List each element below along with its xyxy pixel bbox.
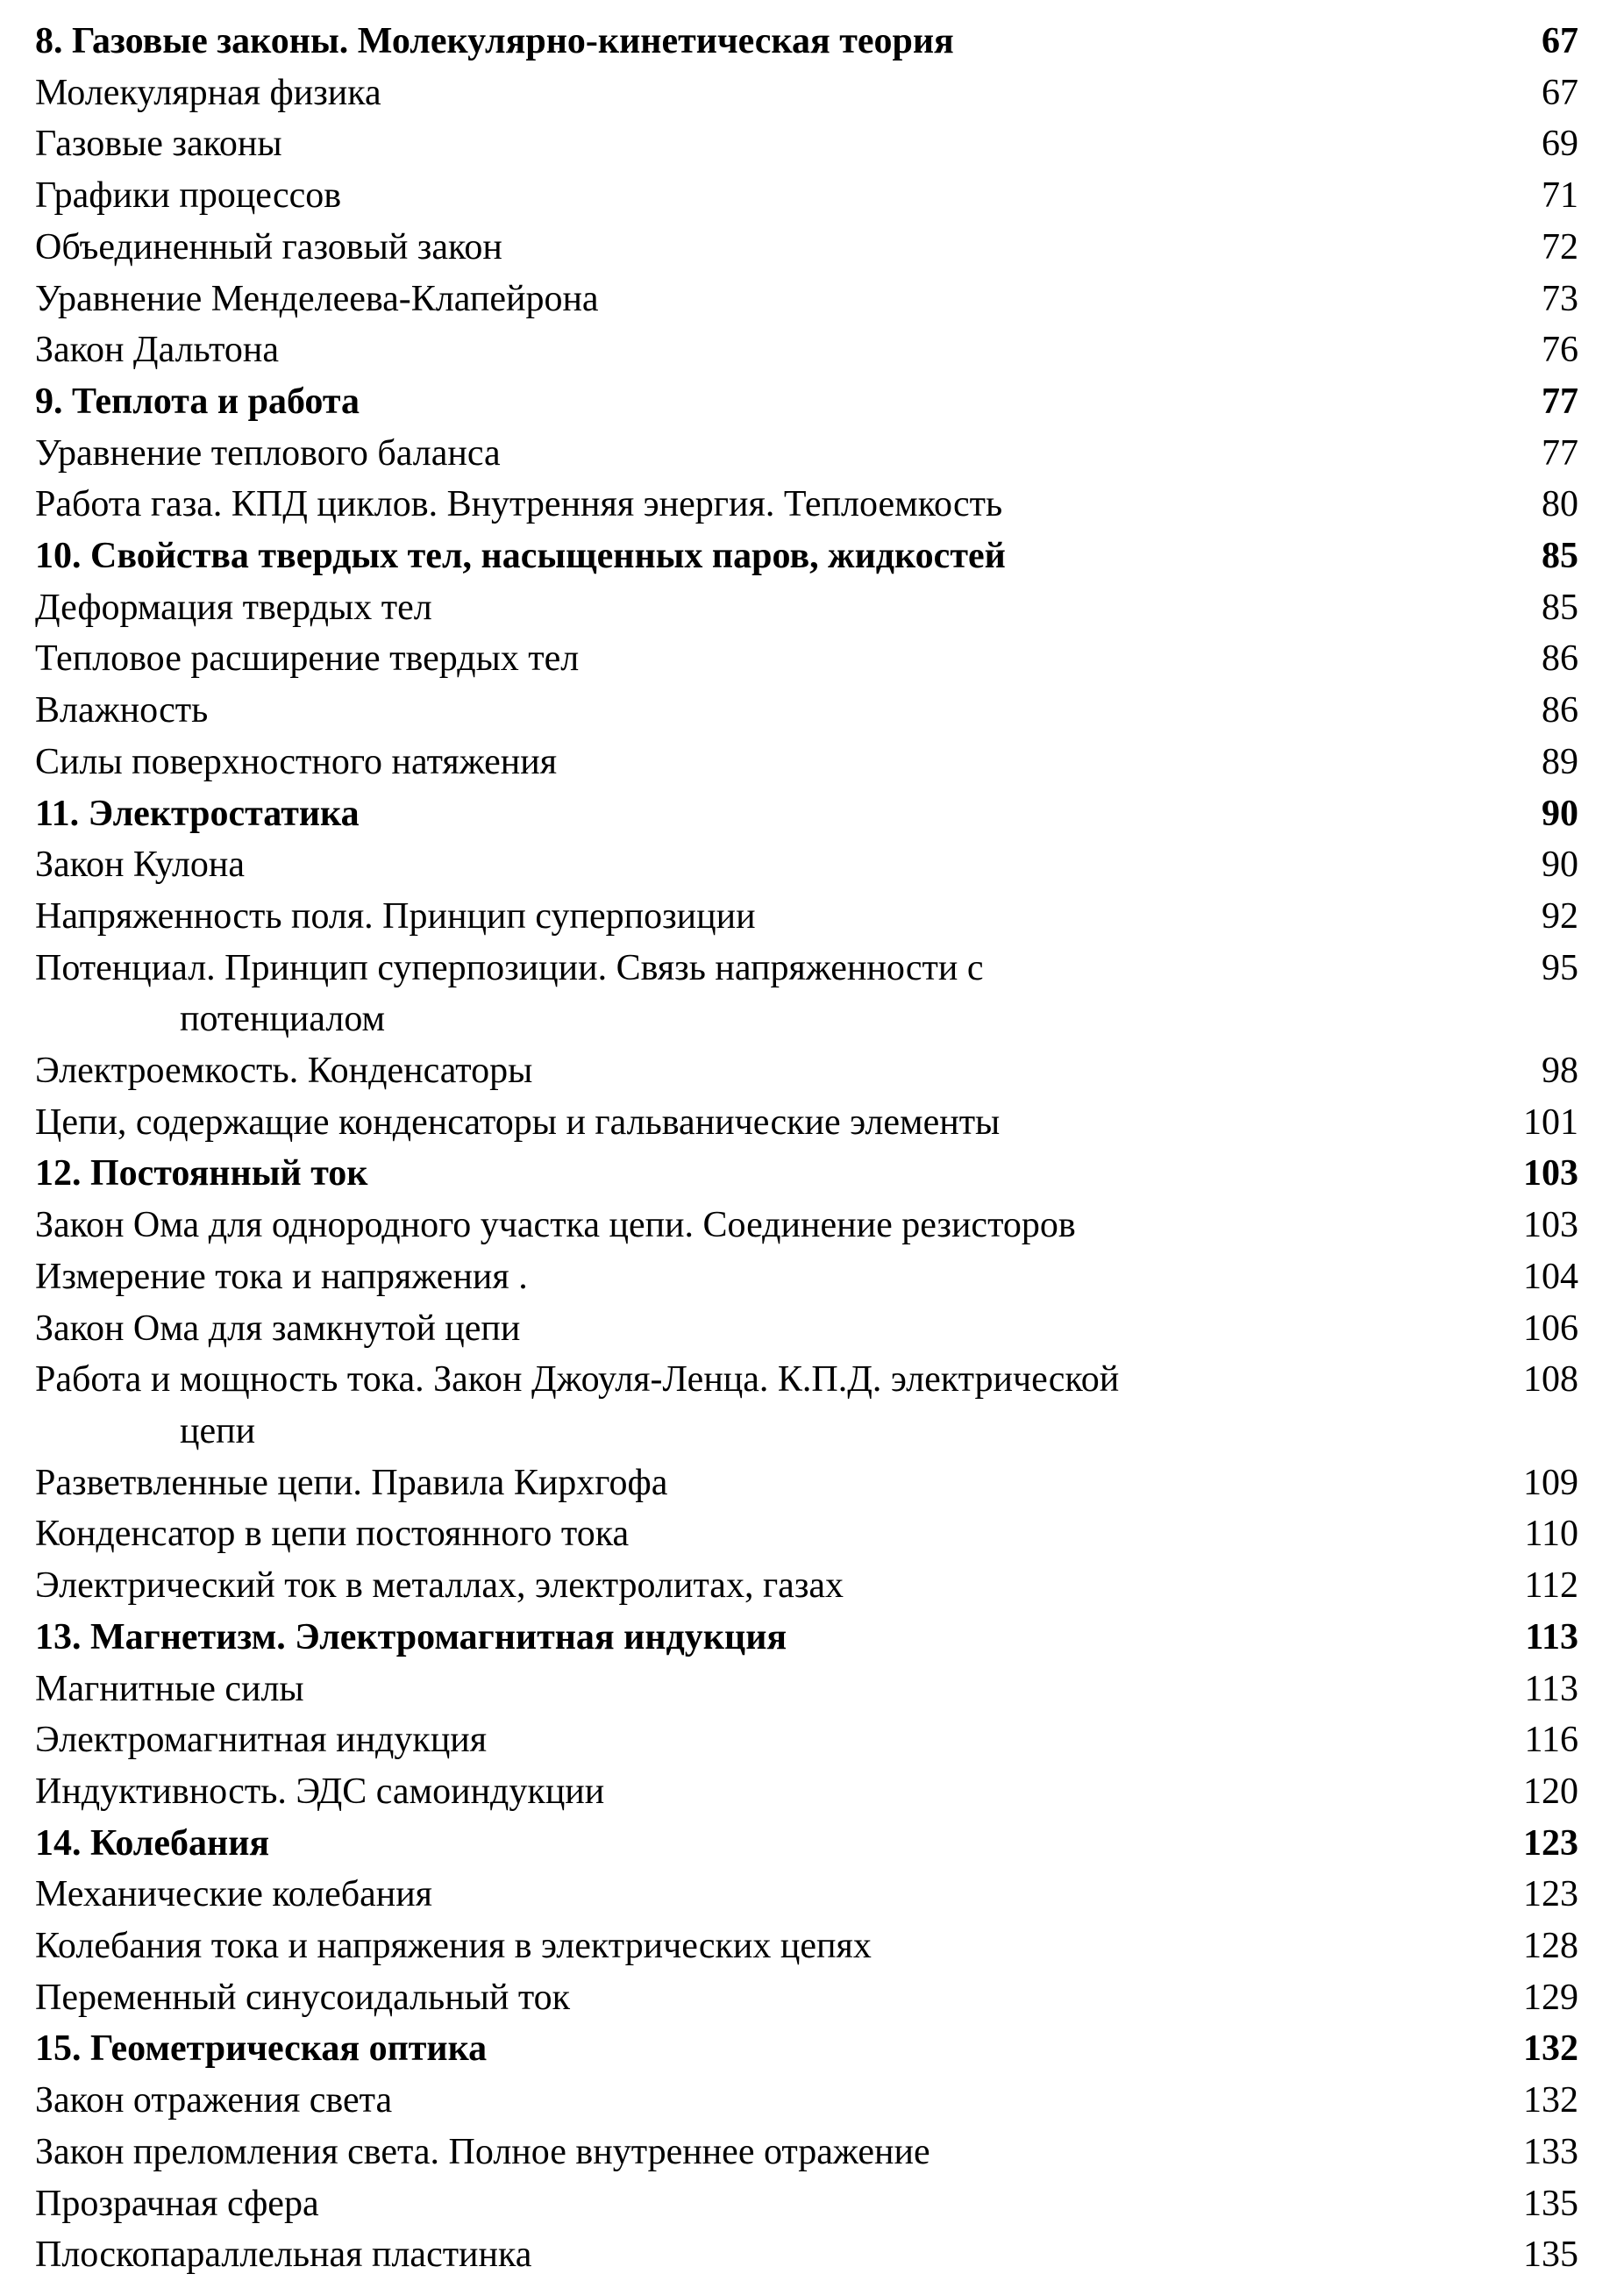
page-number: 98 bbox=[1542, 1051, 1578, 1092]
entry-title-text: Разветвленные цепи. Правила Кирхгофа bbox=[35, 1462, 668, 1503]
chapter-title bbox=[35, 1818, 1482, 1870]
page-number: 135 bbox=[1523, 2183, 1578, 2224]
entry-title bbox=[35, 1664, 1482, 1715]
entry-title bbox=[35, 1560, 1482, 1612]
page-number: 104 bbox=[1523, 1256, 1578, 1297]
entry-title bbox=[35, 582, 1482, 634]
page-number: 69 bbox=[1542, 124, 1578, 165]
toc-chapter-entry[interactable] bbox=[35, 16, 1578, 68]
toc-entry[interactable] bbox=[35, 839, 1578, 891]
entry-title-text: Индуктивность. ЭДС самоиндукции bbox=[35, 1771, 605, 1812]
toc-entry[interactable] bbox=[35, 685, 1578, 737]
page-number: 73 bbox=[1542, 278, 1578, 319]
chapter-title bbox=[35, 376, 1482, 428]
toc-entry[interactable] bbox=[35, 428, 1578, 480]
chapter-title bbox=[35, 788, 1482, 840]
toc-entry[interactable] bbox=[35, 2075, 1578, 2127]
entry-title bbox=[35, 1045, 1482, 1097]
page-number: 86 bbox=[1542, 690, 1578, 731]
toc-entry[interactable] bbox=[35, 118, 1578, 170]
toc-chapter-entry[interactable] bbox=[35, 1612, 1578, 1664]
page-number: 85 bbox=[1542, 536, 1578, 577]
entry-title-text: Уравнение теплового баланса bbox=[35, 432, 501, 474]
entry-title-text: Уравнение Менделеева-Клапейрона bbox=[35, 278, 599, 319]
chapter-title bbox=[35, 16, 1482, 68]
page-number: 71 bbox=[1542, 175, 1578, 217]
entry-title-text: Прозрачная сфера bbox=[35, 2183, 319, 2224]
page-number: 85 bbox=[1542, 587, 1578, 628]
entry-title-text: Электрический ток в металлах, электролитах, газах bbox=[35, 1565, 844, 1607]
entry-title-continuation: цепи bbox=[180, 1410, 256, 1451]
entry-title bbox=[35, 2127, 1482, 2178]
entry-title-text: Измерение тока и напряжения . bbox=[35, 1256, 528, 1297]
toc-entry[interactable] bbox=[35, 1972, 1578, 2024]
toc-entry[interactable] bbox=[35, 274, 1578, 325]
page-number: 108 bbox=[1523, 1359, 1578, 1401]
entry-title bbox=[35, 428, 1482, 480]
chapter-title bbox=[35, 2023, 1482, 2075]
entry-title-text: Цепи, содержащие конденсаторы и гальванические элементы bbox=[35, 1101, 1001, 1143]
page-number: 120 bbox=[1523, 1771, 1578, 1812]
entry-title bbox=[35, 1869, 1482, 1921]
entry-title-text: 11. Электростатика bbox=[35, 793, 360, 834]
entry-title-text: Работа газа. КПД циклов. Внутренняя энергия. Теплоемкость bbox=[35, 484, 1003, 525]
page-number: 113 bbox=[1525, 1616, 1578, 1657]
toc-entry[interactable] bbox=[35, 324, 1578, 376]
toc-entry[interactable] bbox=[35, 222, 1578, 274]
entry-title-text: Объединенный газовый закон bbox=[35, 226, 502, 267]
entry-title-text: Колебания тока и напряжения в электрических цепях bbox=[35, 1926, 872, 1967]
page-number: 95 bbox=[1542, 947, 1578, 988]
entry-title-text: Переменный синусоидальный ток bbox=[35, 1977, 571, 2018]
toc-entry[interactable] bbox=[35, 1508, 1578, 1560]
entry-title-text: Работа и мощность тока. Закон Джоуля-Ленца. К.П.Д. электрической bbox=[35, 1359, 1120, 1401]
entry-title bbox=[35, 839, 1482, 891]
toc-entry[interactable] bbox=[35, 891, 1578, 943]
entry-title-text: Закон отражения света bbox=[35, 2080, 393, 2121]
entry-title-text: Молекулярная физика bbox=[35, 72, 381, 113]
entry-title-text: Конденсатор в цепи постоянного тока bbox=[35, 1514, 630, 1555]
entry-title-text: Электроемкость. Конденсаторы bbox=[35, 1051, 533, 1092]
entry-title-text: Механические колебания bbox=[35, 1874, 432, 1915]
entry-title-text: 15. Геометрическая оптика bbox=[35, 2028, 488, 2070]
toc-entry[interactable] bbox=[35, 1045, 1578, 1097]
entry-title bbox=[35, 1251, 1482, 1303]
entry-title-text: Напряженность поля. Принцип суперпозиции bbox=[35, 895, 756, 937]
entry-title bbox=[35, 68, 1482, 119]
entry-title-text: 9. Теплота и работа bbox=[35, 381, 360, 422]
entry-title-text: Деформация твердых тел bbox=[35, 587, 432, 628]
toc-entry[interactable] bbox=[35, 1560, 1578, 1612]
entry-title-text: Закон Ома для замкнутой цепи bbox=[35, 1308, 521, 1349]
toc-chapter-entry[interactable] bbox=[35, 788, 1578, 840]
page-number: 86 bbox=[1542, 638, 1578, 680]
toc-chapter-entry[interactable] bbox=[35, 2023, 1578, 2075]
toc-entry[interactable] bbox=[35, 1869, 1578, 1921]
page-number: 133 bbox=[1523, 2131, 1578, 2172]
toc-entry[interactable] bbox=[35, 1766, 1578, 1818]
toc-chapter-entry[interactable] bbox=[35, 1148, 1578, 1200]
toc-entry[interactable] bbox=[35, 1714, 1578, 1766]
page-number: 76 bbox=[1542, 330, 1578, 371]
entry-title-continuation: потенциалом bbox=[180, 999, 386, 1040]
page-number: 116 bbox=[1524, 1720, 1578, 1761]
page-number: 67 bbox=[1542, 72, 1578, 113]
page-number: 113 bbox=[1524, 1668, 1578, 1709]
entry-title bbox=[35, 2178, 1482, 2230]
page-number: 103 bbox=[1523, 1153, 1578, 1194]
page-number: 123 bbox=[1523, 1822, 1578, 1864]
toc-entry[interactable] bbox=[35, 1251, 1578, 1303]
entry-title-text: Электромагнитная индукция bbox=[35, 1720, 488, 1761]
toc-entry[interactable] bbox=[35, 1921, 1578, 1972]
page-number: 80 bbox=[1542, 484, 1578, 525]
entry-title bbox=[35, 685, 1482, 737]
entry-title bbox=[35, 1714, 1482, 1766]
entry-title-text: 10. Свойства твердых тел, насыщенных паров, жидкостей bbox=[35, 536, 1006, 577]
entry-title bbox=[35, 1354, 1482, 1457]
entry-title bbox=[35, 1200, 1482, 1251]
page-number: 128 bbox=[1523, 1926, 1578, 1967]
entry-title-text: 8. Газовые законы. Молекулярно-кинетическая теория bbox=[35, 21, 954, 61]
entry-title bbox=[35, 633, 1482, 685]
entry-title bbox=[35, 118, 1482, 170]
toc-chapter-entry[interactable] bbox=[35, 531, 1578, 582]
entry-title-text: 12. Постоянный ток bbox=[35, 1153, 368, 1194]
entry-title bbox=[35, 737, 1482, 788]
entry-title-text: Закон Дальтона bbox=[35, 330, 280, 371]
page-number: 67 bbox=[1542, 21, 1578, 61]
entry-title bbox=[35, 170, 1482, 222]
toc-chapter-entry[interactable] bbox=[35, 1818, 1578, 1870]
toc-chapter-entry[interactable] bbox=[35, 376, 1578, 428]
toc-entry[interactable] bbox=[35, 582, 1578, 634]
page-number: 77 bbox=[1542, 381, 1578, 422]
entry-title-text: Силы поверхностного натяжения bbox=[35, 741, 558, 782]
page-number: 106 bbox=[1523, 1308, 1578, 1349]
chapter-title bbox=[35, 531, 1482, 582]
page-number: 90 bbox=[1542, 793, 1578, 834]
toc-entry[interactable] bbox=[35, 737, 1578, 788]
toc-entry[interactable] bbox=[35, 2229, 1578, 2281]
page-number: 110 bbox=[1524, 1514, 1578, 1555]
entry-title-text: Графики процессов bbox=[35, 175, 342, 217]
toc-entry[interactable] bbox=[35, 1097, 1578, 1149]
entry-title-text: Плоскопараллельная пластинка bbox=[35, 2235, 532, 2276]
entry-title bbox=[35, 1972, 1482, 2024]
entry-title bbox=[35, 2229, 1482, 2281]
entry-title bbox=[35, 324, 1482, 376]
toc-entry[interactable] bbox=[35, 1458, 1578, 1509]
entry-title bbox=[35, 1303, 1482, 1355]
entry-title bbox=[35, 943, 1482, 1045]
toc-entry[interactable] bbox=[35, 1303, 1578, 1355]
entry-title bbox=[35, 1508, 1482, 1560]
toc-entry[interactable] bbox=[35, 479, 1578, 531]
entry-title-text: Газовые законы bbox=[35, 124, 282, 165]
entry-title-text: 14. Колебания bbox=[35, 1822, 270, 1864]
page-number: 101 bbox=[1523, 1101, 1578, 1143]
entry-title-text: Влажность bbox=[35, 690, 209, 731]
page-number: 132 bbox=[1523, 2080, 1578, 2121]
toc-entry[interactable] bbox=[35, 170, 1578, 222]
page-number: 72 bbox=[1542, 226, 1578, 267]
toc-entry[interactable] bbox=[35, 943, 1578, 1045]
entry-title bbox=[35, 2075, 1482, 2127]
toc-entry[interactable] bbox=[35, 633, 1578, 685]
table-of-contents bbox=[35, 16, 1578, 2281]
page-number: 112 bbox=[1524, 1565, 1578, 1607]
toc-entry[interactable] bbox=[35, 68, 1578, 119]
entry-title-text: Магнитные силы bbox=[35, 1668, 304, 1709]
toc-entry[interactable] bbox=[35, 1354, 1578, 1457]
entry-title-text: Закон преломления света. Полное внутреннее отражение bbox=[35, 2131, 930, 2172]
chapter-title bbox=[35, 1148, 1482, 1200]
entry-title-text: Потенциал. Принцип суперпозиции. Связь напряженности с bbox=[35, 947, 984, 988]
page-number: 92 bbox=[1542, 895, 1578, 937]
toc-entry[interactable] bbox=[35, 2127, 1578, 2178]
page-number: 77 bbox=[1542, 432, 1578, 474]
page-number: 129 bbox=[1523, 1977, 1578, 2018]
entry-title bbox=[35, 222, 1482, 274]
page-number: 132 bbox=[1523, 2028, 1578, 2070]
entry-title bbox=[35, 1766, 1482, 1818]
page-number: 103 bbox=[1523, 1205, 1578, 1246]
entry-title bbox=[35, 1097, 1482, 1149]
entry-title bbox=[35, 1921, 1482, 1972]
toc-entry[interactable] bbox=[35, 1200, 1578, 1251]
entry-title bbox=[35, 891, 1482, 943]
entry-title-text: Закон Кулона bbox=[35, 845, 246, 886]
entry-title bbox=[35, 479, 1482, 531]
chapter-title bbox=[35, 1612, 1482, 1664]
entry-title-text: Тепловое расширение твердых тел bbox=[35, 638, 580, 680]
page-number: 109 bbox=[1523, 1462, 1578, 1503]
toc-entry[interactable] bbox=[35, 1664, 1578, 1715]
entry-title-text: 13. Магнетизм. Электромагнитная индукция bbox=[35, 1616, 787, 1657]
toc-entry[interactable] bbox=[35, 2178, 1578, 2230]
page-number: 135 bbox=[1523, 2235, 1578, 2276]
entry-title bbox=[35, 274, 1482, 325]
page-number: 89 bbox=[1542, 741, 1578, 782]
page-number: 123 bbox=[1523, 1874, 1578, 1915]
entry-title-text: Закон Ома для однородного участка цепи. Соединение резисторов bbox=[35, 1205, 1076, 1246]
page-number: 90 bbox=[1542, 845, 1578, 886]
entry-title bbox=[35, 1458, 1482, 1509]
